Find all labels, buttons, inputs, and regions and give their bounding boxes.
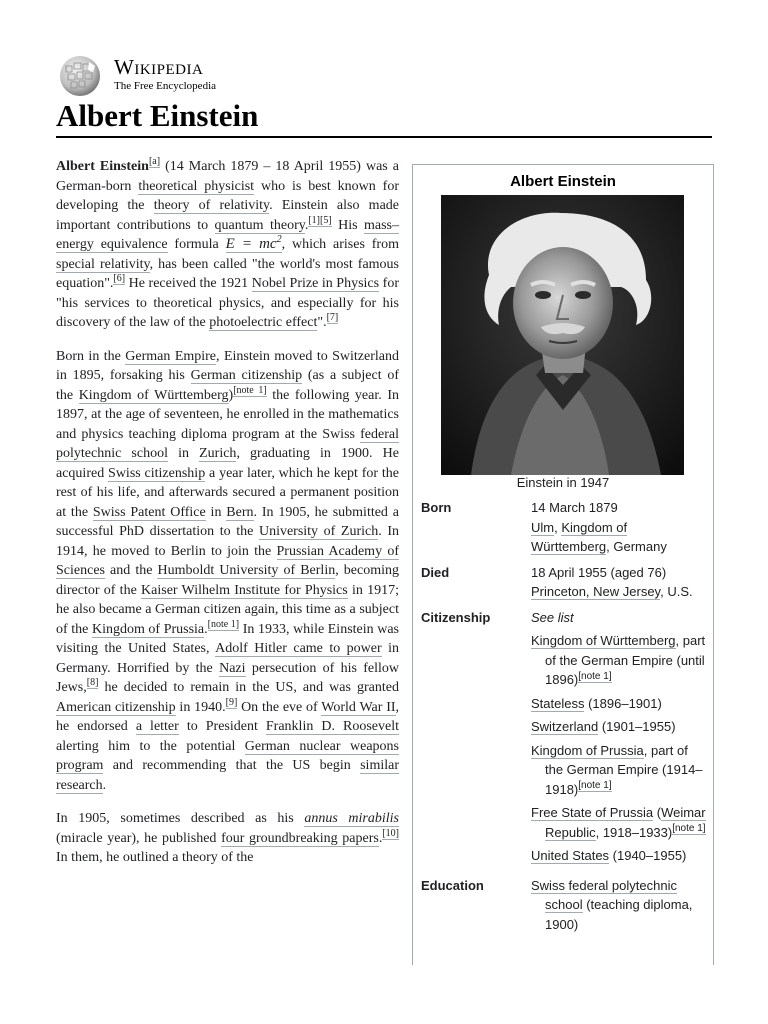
ref-6[interactable]: [6] — [113, 273, 126, 285]
note-1[interactable]: [note 1] — [578, 670, 612, 682]
link-federal-polytechnic[interactable]: federal polytechnic school — [56, 426, 399, 461]
note-a[interactable]: [a] — [148, 156, 161, 168]
link-free-state-prussia[interactable]: Free State of Prussia — [531, 805, 654, 820]
link-kaiser-wilhelm-institute[interactable]: Kaiser Wilhelm Institute for Physics — [141, 582, 348, 598]
ref-10[interactable]: [10] — [382, 827, 399, 839]
value-education: Swiss federal polytechnic school (teaching diploma, 1900) — [531, 877, 693, 932]
link-ulm[interactable]: Ulm — [531, 519, 555, 535]
wikipedia-globe-logo-icon[interactable] — [56, 54, 104, 98]
photo-caption: Einstein in 1947 — [516, 475, 610, 490]
tagline: The Free Encyclopedia — [114, 80, 217, 92]
link-swiss-federal-polytechnic[interactable]: Swiss federal polytechnic school — [531, 877, 677, 912]
paragraph-3: In 1905, sometimes described as his annus mirabilis (miracle year), he published four groundbreaking papers.[10] In them, he outlined a theory of the — [56, 811, 400, 865]
label-born: Born — [421, 500, 452, 515]
link-kingdom-wurttemberg-born[interactable]: Kingdom of Württemberg — [531, 519, 628, 554]
link-similar-research[interactable]: similar research — [56, 758, 399, 793]
link-theoretical-physicist[interactable]: theoretical physicist — [138, 178, 255, 194]
link-swiss-citizenship[interactable]: Swiss citizenship — [108, 465, 206, 481]
infobox — [412, 164, 714, 965]
link-kingdom-prussia[interactable]: Kingdom of Prussia — [91, 621, 205, 637]
formula: $E = mc^2$ — [225, 234, 282, 252]
citizenship-item: Stateless (1896–1901) — [531, 695, 662, 711]
link-citizen-wurttemberg[interactable]: Kingdom of Württemberg — [531, 633, 676, 648]
link-nobel-prize[interactable]: Nobel Prize in Physics — [251, 276, 380, 291]
link-swiss-patent-office[interactable]: Swiss Patent Office — [92, 504, 206, 520]
citizenship-item: United States (1940–1955) — [531, 848, 687, 863]
infobox-row-died — [421, 563, 709, 602]
link-prussian-academy[interactable]: Prussian Academy of Sciences — [56, 543, 399, 578]
note-1[interactable]: [note 1] — [207, 618, 240, 630]
value-died: 18 April 1955 (aged 76) Princeton, New Jersey, U.S. — [531, 564, 693, 599]
note-1[interactable]: [note 1] — [578, 780, 612, 792]
einstein-portrait-photo[interactable] — [441, 195, 684, 475]
citizenship-item: Switzerland (1901–1955) — [531, 719, 676, 734]
link-united-states[interactable]: United States — [531, 848, 610, 863]
link-bern[interactable]: Bern — [226, 504, 254, 520]
paragraph-2: Born in the German Empire, Einstein moved to Switzerland in 1895, forsaking his German citizenship (as a subject of the Kingdom of Württemberg)[note 1] the following year. In 1897, at the age of seventeen, he enrolled in the mathematics and physics teaching diploma program at the Swiss federal polytechnic school in Zurich, graduating in 1900. He acquired Swiss citizenship a year later, which he kept for the rest of his life, and afterwards secured a permanent position at the Swiss Patent Office in Bern. In 1905, he submitted a successful PhD dissertation to the University of Zurich. In 1914, he moved to Berlin to join the Prussian Academy of Sciences and the Humboldt University of Berlin, becoming director of the Kaiser Wilhelm Institute for Physics in 1917; he also became a German citizen again, this time as a subject of the Kingdom of Prussia.[note 1] In 1933, while Einstein was visiting the United States, Adolf Hitler came to power in Germany. Horrified by the Nazi persecution of his fellow Jews,[8] he decided to remain in the US, and was granted American citizenship in 1940.[9] On the eve of World War II, he endorsed a letter to President Franklin D. Roosevelt alerting him to the potential German nuclear weapons program and recommending that the US begin similar research. — [56, 348, 400, 793]
ref-1[interactable]: [1] — [308, 214, 320, 226]
link-photoelectric-effect[interactable]: photoelectric effect — [209, 315, 318, 330]
link-university-of-zurich[interactable]: University of Zurich — [258, 524, 379, 539]
ref-5[interactable]: [5] — [320, 214, 332, 226]
note-1[interactable]: [note 1] — [672, 823, 706, 835]
link-german-citizenship[interactable]: German citizenship — [190, 368, 303, 383]
infobox-title: Albert Einstein — [510, 173, 616, 190]
infobox-row-education — [421, 876, 709, 939]
value-citizenship — [531, 608, 707, 870]
ref-9[interactable]: [9] — [225, 696, 238, 708]
link-switzerland[interactable]: Switzerland — [531, 719, 599, 734]
value-born: 14 March 1879 Ulm, Kingdom of Württemberg, Germany — [531, 500, 667, 554]
link-american-citizenship[interactable]: American citizenship — [56, 699, 176, 715]
citizenship-item: Kingdom of Prussia, part of the German Empire (1914–1918)[note 1] — [531, 742, 703, 797]
subject-name: Albert Einstein — [56, 159, 149, 174]
link-weimar-republic[interactable]: Weimar Republic — [545, 805, 706, 840]
citizenship-item: Free State of Prussia (Weimar Republic, 1918–1933)[note 1] — [531, 805, 706, 840]
infobox-row-born — [421, 498, 709, 557]
link-nazi[interactable]: Nazi — [219, 660, 246, 676]
paragraph-1: Albert Einstein[a] (14 March 1879 – 18 April 1955) was a German-born theoretical physicist who is best known for developing the theory of relativity. Einstein also made important contributions to quantum theory.[1][5] His mass–energy equivalence formula $E = mc^2$, which arises from special relativity, has been called "the world's most famous equation".[6] He received the 1921 Nobel Prize in Physics for "his services to theoretical physics, and especially for his discovery of the law of the photoelectric effect".[7] — [56, 156, 400, 330]
citizenship-item: Kingdom of Württemberg, part of the German Empire (until 1896)[note 1] — [531, 633, 706, 687]
link-zurich[interactable]: Zurich — [199, 446, 237, 461]
link-world-war-ii[interactable]: World War II — [321, 699, 396, 715]
page-title: Albert Einstein — [56, 96, 712, 138]
label-died: Died — [421, 564, 450, 580]
see-list: See list — [531, 609, 574, 625]
label-citizenship: Citizenship — [421, 609, 491, 625]
link-a-letter[interactable]: a letter — [135, 719, 179, 734]
link-roosevelt[interactable]: Franklin D. Roosevelt — [265, 719, 399, 734]
ref-7[interactable]: [7] — [326, 312, 339, 324]
article-body — [56, 157, 399, 882]
link-theory-of-relativity[interactable]: theory of relativity — [153, 198, 270, 213]
link-german-empire[interactable]: German Empire — [125, 348, 217, 364]
link-humboldt-university[interactable]: Humboldt University of Berlin — [157, 563, 336, 578]
label-education: Education — [421, 877, 484, 893]
link-four-papers[interactable]: four groundbreaking papers — [221, 830, 379, 846]
infobox-rows — [421, 498, 709, 944]
infobox-row-citizenship — [421, 608, 709, 870]
note-1[interactable]: [note 1] — [233, 384, 267, 396]
link-citizen-prussia[interactable]: Kingdom of Prussia — [531, 742, 644, 758]
link-hitler-came-to-power[interactable]: Adolf Hitler came to power — [215, 641, 382, 656]
link-kingdom-wurttemberg[interactable]: Kingdom of Württemberg — [78, 387, 229, 403]
link-special-relativity[interactable]: special relativity — [56, 256, 150, 272]
link-quantum-theory[interactable]: quantum theory — [214, 217, 305, 233]
link-annus-mirabilis[interactable]: annus mirabilis — [304, 811, 400, 826]
ref-8[interactable]: [8] — [86, 677, 99, 689]
link-mass-energy-equivalence[interactable]: mass–energy equivalence — [56, 217, 399, 252]
link-stateless[interactable]: Stateless — [531, 695, 585, 711]
link-german-nuclear-program[interactable]: German nuclear weapons program — [56, 738, 399, 773]
link-princeton[interactable]: Princeton, New Jersey — [531, 584, 661, 599]
wordmark-title: Wikipedia — [114, 55, 204, 79]
wordmark[interactable] — [114, 56, 216, 93]
